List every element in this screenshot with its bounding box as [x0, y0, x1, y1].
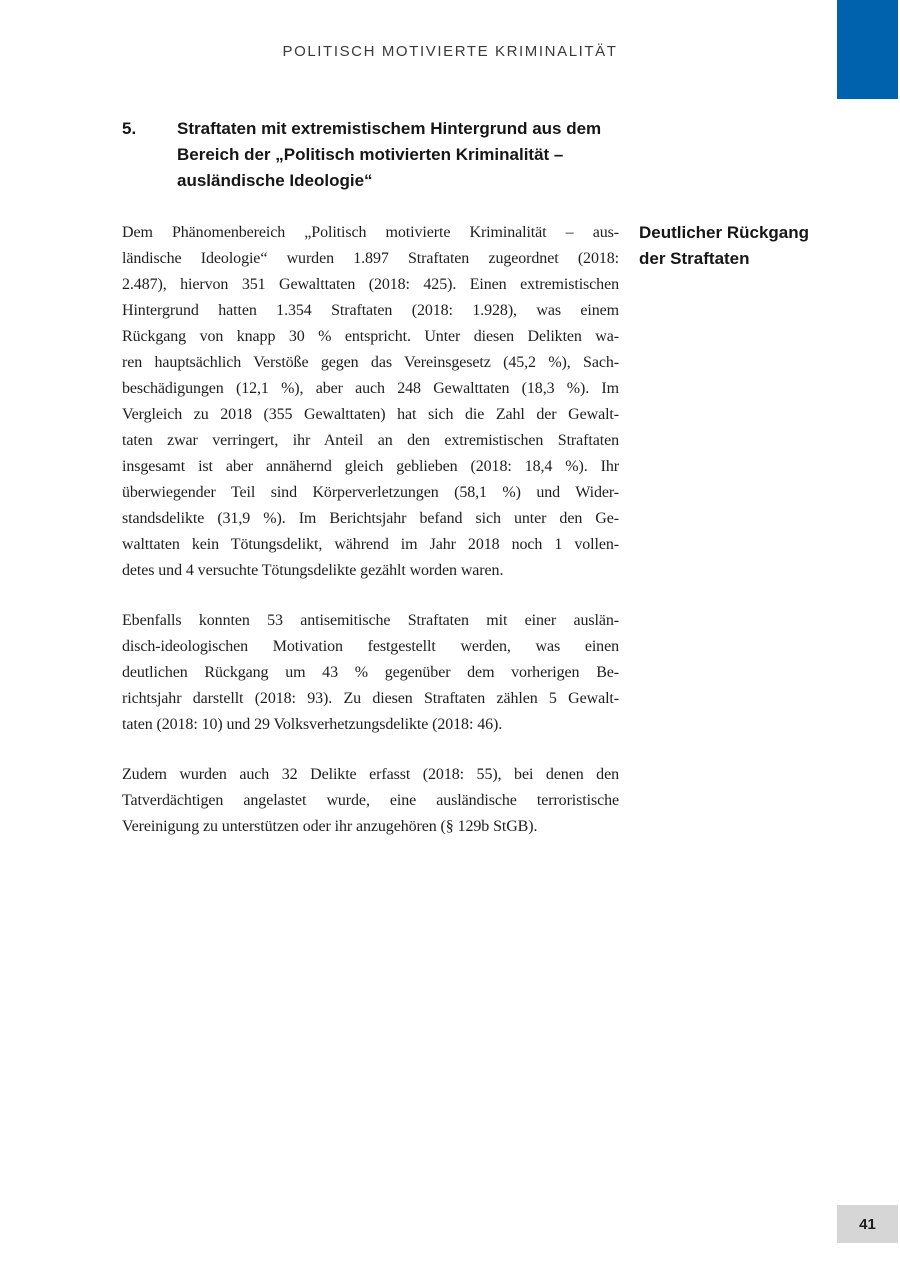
- text-line: ländische Ideologie“ wurden 1.897 Straftaten zugeordnet (2018:: [122, 250, 619, 267]
- paragraph: [122, 220, 619, 584]
- section-title: [177, 116, 642, 194]
- text-line: Rückgang von knapp 30 % entspricht. Unter diesen Delikten wa-: [122, 328, 619, 345]
- body-text: [122, 220, 619, 864]
- text-line: taten (2018: 10) und 29 Volksverhetzungsdelikte (2018: 46).: [122, 716, 503, 733]
- text-line: der Straftaten: [639, 249, 750, 268]
- page-number: 41: [859, 1215, 876, 1233]
- text-line: Straftaten mit extremistischem Hintergrund aus dem: [177, 119, 602, 138]
- running-header: POLITISCH MOTIVIERTE KRIMINALITÄT: [282, 43, 618, 60]
- text-line: Hintergrund hatten 1.354 Straftaten (2018: 1.928), was einem: [122, 302, 619, 319]
- text-line: Bereich der „Politisch motivierten Kriminalität –: [177, 145, 564, 164]
- paragraph: [122, 762, 619, 840]
- text-line: detes und 4 versuchte Tötungsdelikte gezählt worden waren.: [122, 562, 504, 579]
- text-line: ren hauptsächlich Verstöße gegen das Vereinsgesetz (45,2 %), Sach-: [122, 354, 619, 371]
- text-line: ausländische Ideologie“: [177, 171, 373, 190]
- text-line: standsdelikte (31,9 %). Im Berichtsjahr befand sich unter den Ge-: [122, 510, 619, 527]
- text-line: beschädigungen (12,1 %), aber auch 248 Gewalttaten (18,3 %). Im: [122, 380, 619, 397]
- text-line: disch-ideologischen Motivation festgestellt werden, was einen: [122, 638, 619, 655]
- section-number: 5.: [122, 119, 137, 138]
- text-line: walttaten kein Tötungsdelikt, während im Jahr 2018 noch 1 vollen-: [122, 536, 619, 553]
- text-line: richtsjahr darstellt (2018: 93). Zu diesen Straftaten zählen 5 Gewalt-: [122, 690, 619, 707]
- text-line: deutlichen Rückgang um 43 % gegenüber dem vorherigen Be-: [122, 664, 619, 681]
- margin-note: [639, 220, 864, 272]
- text-line: überwiegender Teil sind Körperverletzungen (58,1 %) und Wider-: [122, 484, 619, 501]
- text-line: Vergleich zu 2018 (355 Gewalttaten) hat sich die Zahl der Gewalt-: [122, 406, 619, 423]
- page-number-box: [837, 1205, 898, 1243]
- text-line: Ebenfalls konnten 53 antisemitische Straftaten mit einer auslän-: [122, 612, 619, 629]
- text-line: taten zwar verringert, ihr Anteil an den extremistischen Straftaten: [122, 432, 619, 449]
- text-line: insgesamt ist aber annähernd gleich geblieben (2018: 18,4 %). Ihr: [122, 458, 619, 475]
- paragraph: [122, 608, 619, 738]
- section-heading: [122, 116, 642, 194]
- text-line: Deutlicher Rückgang: [639, 223, 810, 242]
- text-line: Tatverdächtigen angelastet wurde, eine ausländische terroristische: [122, 792, 619, 809]
- text-line: Dem Phänomenbereich „Politisch motivierte Kriminalität – aus-: [122, 224, 619, 241]
- text-line: Vereinigung zu unterstützen oder ihr anzugehören (§ 129b StGB).: [122, 818, 538, 835]
- text-line: 2.487), hiervon 351 Gewalttaten (2018: 425). Einen extremistischen: [122, 276, 619, 293]
- text-line: Zudem wurden auch 32 Delikte erfasst (2018: 55), bei denen den: [122, 766, 619, 783]
